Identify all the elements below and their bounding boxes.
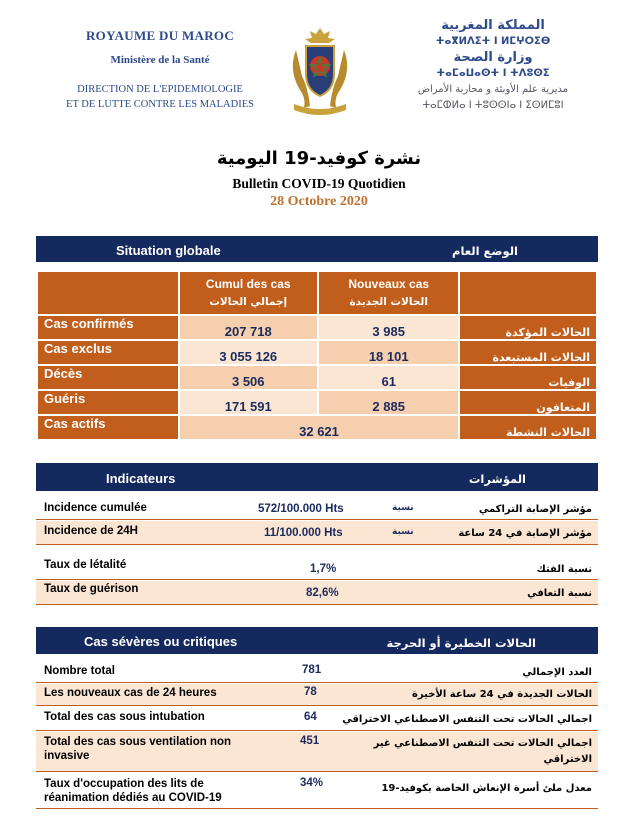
severe-label-ar: معدل ملئ أسرة الإنعاش الخاصة بكوفيد-19 [381,783,592,794]
severe-label-fr: Les nouveaux cas de 24 heures [44,687,217,699]
severe-value: 78 [304,686,317,698]
new-value: 3 985 [318,315,460,340]
severe-label-fr: Total des cas sous intubation [44,711,205,723]
row-label-ar: الحالات النشطة [459,415,597,440]
section-title-ar: المؤشرات [468,472,526,486]
indicator-nisba: نسبة [392,527,414,537]
kingdom-name-tifinagh: ⵜⴰⴳⵍⴷⵉⵜ ⵏ ⵍⵎⵖⵔⵉⴱ [435,36,551,47]
table-row [37,315,597,340]
row-label-fr: Cas confirmés [37,315,179,340]
column-header-cumul: Cumul des cas إجمالي الحالات [179,271,318,315]
indicator-label-fr: Incidence de 24H [44,525,138,537]
ministry-header-fr [40,28,280,112]
row-label-fr: Guéris [37,390,179,415]
indicator-label-fr: Incidence cumulée [44,502,147,514]
section-title-fr: Cas sévères ou critiques [84,634,238,649]
ministry-header-ar [378,18,608,114]
bulletin-title-fr: Bulletin COVID-19 Quotidien [232,176,406,191]
indicator-nisba: نسبة [392,503,414,513]
bulletin-date: 28 Octobre 2020 [270,194,368,209]
severe-row [36,684,598,706]
row-label-ar: الوفيات [459,365,597,390]
severe-label-ar: الحالات الجديدة في 24 ساعة الأخيرة [411,689,592,700]
new-value: 2 885 [318,390,460,415]
section-header-severe [36,627,598,654]
section-title-fr: Situation globale [116,243,221,258]
indicator-row [36,521,598,545]
row-label-ar: المتعافون [459,390,597,415]
row-label-fr: Cas exclus [37,340,179,365]
indicator-value: 572/100.000 Hts [258,503,344,515]
section-header-indicators [36,463,598,491]
severe-value: 781 [302,664,322,676]
kingdom-name-ar: المملكة المغربية [441,18,545,33]
ministry-name-tifinagh: ⵜⴰⵎⴰⵡⴰⵙⵜ ⵏ ⵜⴷⵓⵙⵉ [436,68,550,79]
severe-label-fr: Nombre total [44,665,115,677]
indicator-row [36,556,598,580]
severe-row [36,661,598,683]
indicator-value: 1,7% [310,563,337,575]
new-value: 18 101 [318,340,460,365]
table-row [37,340,597,365]
section-title-fr: Indicateurs [106,471,176,486]
indicator-label-ar: نسبة التعافي [527,588,592,599]
severe-label-ar: العدد الإجمالي [522,667,592,678]
cumul-value: 207 718 [179,315,318,340]
row-label-fr: Cas actifs [37,415,179,440]
global-situation-table [36,270,598,441]
severe-row [36,707,598,731]
direction-name-tifinagh: ⵜⴰⵎⵀⵍⴰ ⵏ ⵜⵓⵙⵙⵏⴰ ⵏ ⵉⵙⵍⵎⵓⵏ [422,100,564,111]
section-title-ar: الحالات الخطيرة أو الحرجة [386,636,536,650]
indicator-value: 11/100.000 Hts [264,527,343,539]
severe-value: 64 [304,711,317,723]
cumul-value: 171 591 [179,390,318,415]
severe-row [36,773,598,809]
indicator-label-ar: نسبة الفتك [536,564,592,575]
severe-label-ar: اجمالي الحالات تحت التنفس الاصطناعي الاختراقي [342,714,592,725]
royal-coat-of-arms-icon [282,26,358,118]
cumul-value: 3 506 [179,365,318,390]
table-row-active [37,415,597,440]
severe-row [36,732,598,772]
column-header-new: Nouveaux cas الحالات الجديدة [318,271,460,315]
indicator-row [36,498,598,520]
row-label-ar: الحالات المؤكدة [459,315,597,340]
indicator-value: 82,6% [306,587,339,599]
ministry-name-fr: Ministère de la Santé [110,54,210,66]
direction-name-fr: DIRECTION DE L'EPIDEMIOLOGIE ET DE LUTTE CONTRE LES MALADIES [66,84,254,110]
indicator-label-fr: Taux de létalité [44,559,127,571]
severe-label-ar: اجمالي الحالات تحت التنفس الاصطناعي غير الاختراقي [373,738,592,765]
row-label-fr: Décès [37,365,179,390]
indicator-label-fr: Taux de guérison [44,583,139,595]
indicator-label-ar: مؤشر الإصابة التراكمي [478,504,592,515]
severe-label-fr: Total des cas sous ventilation non invasive [44,736,232,762]
row-label-ar: الحالات المستبعدة [459,340,597,365]
cumul-value: 3 055 126 [179,340,318,365]
severe-value: 451 [300,735,320,747]
section-title-ar: الوضع العام [452,244,518,258]
table-row [37,365,597,390]
severe-value: 34% [300,777,324,789]
active-value: 32 621 [179,415,460,440]
section-header-global [36,236,598,262]
bulletin-title-ar: نشرة كوفيد-19 اليومية [216,148,422,169]
ministry-name-ar: وزارة الصحة [453,50,533,65]
kingdom-name-fr: ROYAUME DU MAROC [85,28,235,43]
table-row [37,390,597,415]
direction-name-ar: مديرية علم الأوبئة و محاربة الأمراض [417,84,569,95]
indicator-row [36,581,598,605]
indicator-label-ar: مؤشر الإصابة في 24 ساعة [458,528,592,539]
new-value: 61 [318,365,460,390]
severe-label-fr: Taux d'occupation des lits de réanimation dédiés au COVID-19 [44,778,222,804]
table-header-row [37,271,597,315]
